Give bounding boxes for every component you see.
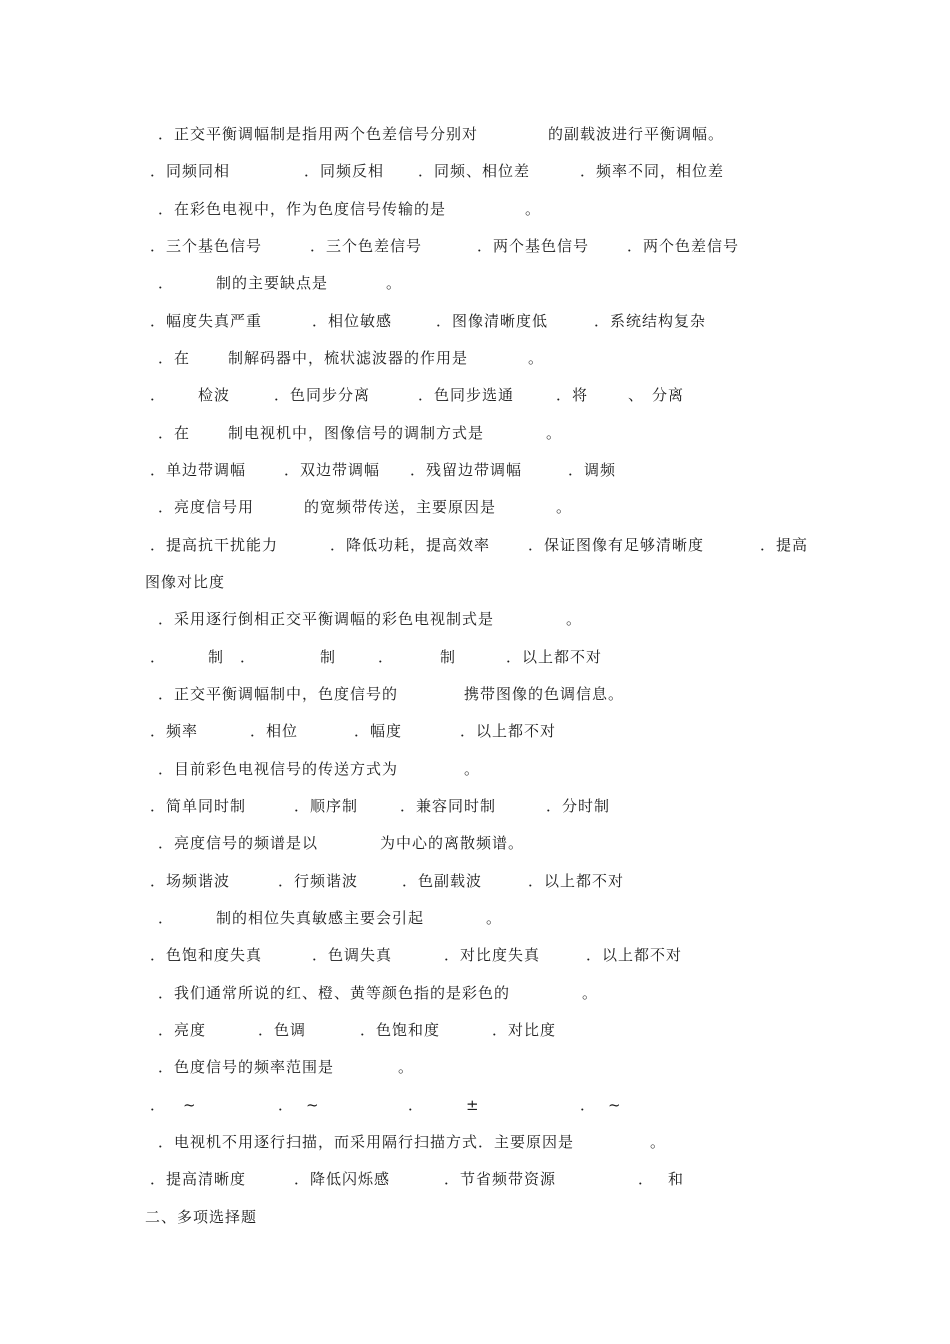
text-segment: 制 xyxy=(320,648,337,666)
text-segment: 。 xyxy=(525,200,542,218)
text-segment: 。 xyxy=(546,424,563,442)
text-segment: ．调频 xyxy=(568,461,617,479)
document-line xyxy=(0,1131,950,1153)
text-segment: 、 xyxy=(628,386,645,404)
document-line xyxy=(0,1019,950,1041)
text-segment: ．亮度信号的频谱是以 xyxy=(158,834,319,852)
text-segment: ．相位敏感 xyxy=(312,312,393,330)
text-segment: ．单边带调幅 xyxy=(150,461,247,479)
document-line xyxy=(0,1094,950,1116)
text-segment: ． xyxy=(150,648,167,666)
text-segment: ．简单同时制 xyxy=(150,797,247,815)
text-segment: 。 xyxy=(528,349,545,367)
text-segment: 的宽频带传送，主要原因是 xyxy=(304,498,497,516)
text-segment: ．场频谐波 xyxy=(150,872,231,890)
text-segment: ．对比度失真 xyxy=(444,946,541,964)
document-line xyxy=(0,982,950,1004)
text-segment: ．相位 xyxy=(250,722,299,740)
document-line xyxy=(0,496,950,518)
text-segment: 制的相位失真敏感主要会引起 xyxy=(216,909,425,927)
document-line xyxy=(0,534,950,556)
text-segment: ~ xyxy=(183,1096,197,1114)
text-segment: 检波 xyxy=(198,386,231,404)
text-segment: ．色副载波 xyxy=(402,872,483,890)
text-segment: ．将 xyxy=(556,386,589,404)
text-segment: ．残留边带调幅 xyxy=(410,461,523,479)
text-segment: ．频率 xyxy=(150,722,199,740)
text-segment: ．以上都不对 xyxy=(528,872,625,890)
text-segment: 。 xyxy=(650,1133,667,1151)
document-line xyxy=(0,459,950,481)
text-segment: ．目前彩色电视信号的传送方式为 xyxy=(158,760,399,778)
document-line xyxy=(0,832,950,854)
text-segment: ± xyxy=(466,1096,480,1114)
text-segment: 。 xyxy=(486,909,503,927)
text-segment: 。 xyxy=(566,610,583,628)
text-segment: 。 xyxy=(398,1058,415,1076)
text-segment: ．三个基色信号 xyxy=(150,237,263,255)
text-segment: ．亮度 xyxy=(158,1021,207,1039)
text-segment: ．同频同相 xyxy=(150,162,231,180)
document-line xyxy=(0,347,950,369)
text-segment: ~ xyxy=(306,1096,320,1114)
text-segment: ．分时制 xyxy=(546,797,611,815)
text-segment: 。 xyxy=(556,498,573,516)
text-segment: 分离 xyxy=(652,386,685,404)
text-segment: ．提高清晰度 xyxy=(150,1170,247,1188)
text-segment: 二、多项选择题 xyxy=(145,1208,258,1226)
text-segment: ．两个基色信号 xyxy=(477,237,590,255)
text-segment: ．同频、相位差 xyxy=(418,162,531,180)
document-line xyxy=(0,944,950,966)
text-segment: ．幅度失真严重 xyxy=(150,312,263,330)
document-line xyxy=(0,608,950,630)
text-segment: ．提高抗干扰能力 xyxy=(150,536,279,554)
document-line xyxy=(0,683,950,705)
text-segment: ． xyxy=(378,648,395,666)
text-segment: ．保证图像有足够清晰度 xyxy=(528,536,705,554)
document-line xyxy=(0,198,950,220)
text-segment: ．降低闪烁感 xyxy=(294,1170,391,1188)
document-line xyxy=(0,571,950,593)
text-segment: ．电视机不用逐行扫描，而采用隔行扫描方式．主要原因是 xyxy=(158,1133,575,1151)
text-segment: ．正交平衡调幅制中，色度信号的 xyxy=(158,685,399,703)
text-segment: ．以上都不对 xyxy=(586,946,683,964)
document-line xyxy=(0,870,950,892)
document-line xyxy=(0,1168,950,1190)
document-line xyxy=(0,646,950,668)
text-segment: ．色度信号的频率范围是 xyxy=(158,1058,335,1076)
text-segment: ．节省频带资源 xyxy=(444,1170,557,1188)
text-segment: ． xyxy=(158,909,175,927)
text-segment: ．在 xyxy=(158,349,191,367)
text-segment: ．以上都不对 xyxy=(506,648,603,666)
text-segment: ．图像清晰度低 xyxy=(436,312,549,330)
text-segment: ． xyxy=(150,1096,167,1114)
text-segment: 图像对比度 xyxy=(145,573,226,591)
text-segment: 制 xyxy=(440,648,457,666)
text-segment: ．频率不同，相位差 xyxy=(580,162,725,180)
text-segment: ．亮度信号用 xyxy=(158,498,255,516)
text-segment: ．顺序制 xyxy=(294,797,359,815)
text-segment: ．在彩色电视中，作为色度信号传输的是 xyxy=(158,200,447,218)
text-segment: ．色调失真 xyxy=(312,946,393,964)
text-segment: 携带图像的色调信息。 xyxy=(464,685,625,703)
document-line xyxy=(0,907,950,929)
text-segment: 为中心的离散频谱。 xyxy=(380,834,525,852)
text-segment: ． xyxy=(240,648,257,666)
text-segment: 制 xyxy=(208,648,225,666)
text-segment: ．三个色差信号 xyxy=(310,237,423,255)
text-segment: ．提高 xyxy=(760,536,809,554)
text-segment: 制解码器中，梳状滤波器的作用是 xyxy=(228,349,469,367)
text-segment: ．同频反相 xyxy=(304,162,385,180)
document-line xyxy=(0,160,950,182)
document-line xyxy=(0,795,950,817)
section-heading xyxy=(0,1206,950,1228)
text-segment: ．色调 xyxy=(258,1021,307,1039)
document-line xyxy=(0,422,950,444)
text-segment: ．兼容同时制 xyxy=(400,797,497,815)
text-segment: 和 xyxy=(668,1170,685,1188)
text-segment: ． xyxy=(150,386,167,404)
document-line xyxy=(0,123,950,145)
document-line xyxy=(0,758,950,780)
document-line xyxy=(0,1056,950,1078)
text-segment: ．两个色差信号 xyxy=(627,237,740,255)
text-segment: ．在 xyxy=(158,424,191,442)
text-segment: ． xyxy=(158,274,175,292)
text-segment: ．色饱和度失真 xyxy=(150,946,263,964)
text-segment: ．我们通常所说的红、橙、黄等颜色指的是彩色的 xyxy=(158,984,511,1002)
text-segment: ．色同步选通 xyxy=(418,386,515,404)
text-segment: ． xyxy=(580,1096,597,1114)
text-segment: ． xyxy=(638,1170,655,1188)
text-segment: ．正交平衡调幅制是指用两个色差信号分别对 xyxy=(158,125,479,143)
text-segment: ． xyxy=(408,1096,425,1114)
text-segment: ．色饱和度 xyxy=(360,1021,441,1039)
document-line xyxy=(0,720,950,742)
text-segment: 。 xyxy=(386,274,403,292)
document-line xyxy=(0,384,950,406)
document-line xyxy=(0,310,950,332)
text-segment: 制的主要缺点是 xyxy=(216,274,329,292)
document-line xyxy=(0,272,950,294)
text-segment: ．幅度 xyxy=(354,722,403,740)
text-segment: 的副载波进行平衡调幅。 xyxy=(548,125,725,143)
text-segment: 。 xyxy=(582,984,599,1002)
text-segment: ．对比度 xyxy=(492,1021,557,1039)
text-segment: ． xyxy=(278,1096,295,1114)
text-segment: ．色同步分离 xyxy=(274,386,371,404)
text-segment: ~ xyxy=(608,1096,622,1114)
document-line xyxy=(0,235,950,257)
text-segment: ．降低功耗，提高效率 xyxy=(330,536,491,554)
text-segment: ．行频谐波 xyxy=(278,872,359,890)
text-segment: 。 xyxy=(464,760,481,778)
text-segment: 制电视机中，图像信号的调制方式是 xyxy=(228,424,485,442)
text-segment: ．双边带调幅 xyxy=(284,461,381,479)
text-segment: ．以上都不对 xyxy=(460,722,557,740)
text-segment: ．系统结构复杂 xyxy=(594,312,707,330)
text-segment: ．采用逐行倒相正交平衡调幅的彩色电视制式是 xyxy=(158,610,495,628)
